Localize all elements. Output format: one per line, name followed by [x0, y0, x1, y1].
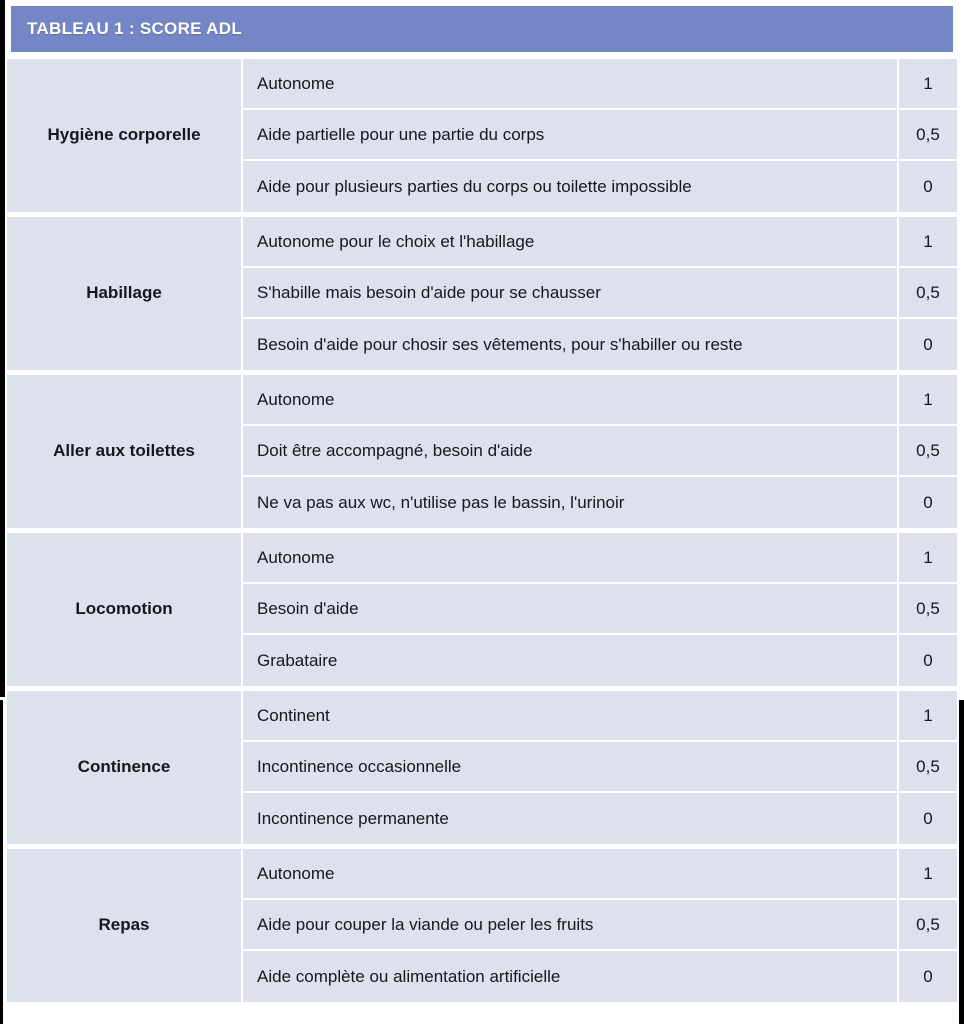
description-cell [243, 691, 899, 740]
score-cell [899, 217, 957, 266]
table-row [243, 793, 957, 844]
score-value: 1 [923, 73, 933, 93]
adl-score-table [7, 59, 957, 1002]
description-cell [243, 59, 899, 108]
score-cell [899, 584, 957, 633]
description-text: Besoin d'aide pour chosir ses vêtements, pour s'habiller ou reste [257, 334, 743, 354]
table-row [243, 951, 957, 1002]
description-cell [243, 477, 899, 528]
description-text: Aide pour couper la viande ou peler les fruits [257, 914, 594, 934]
score-cell [899, 793, 957, 844]
description-cell [243, 375, 899, 424]
description-cell [243, 110, 899, 159]
score-value: 1 [923, 705, 933, 725]
table-row [243, 319, 957, 370]
group-label: Aller aux toilettes [53, 441, 195, 461]
description-cell [243, 635, 899, 686]
description-cell [243, 951, 899, 1002]
table-row [243, 161, 957, 212]
score-value: 0 [923, 966, 933, 986]
table-row [243, 849, 957, 900]
score-cell [899, 268, 957, 317]
table-row [243, 217, 957, 268]
table-row [243, 375, 957, 426]
table-row [243, 635, 957, 686]
score-cell [899, 533, 957, 582]
table-row [243, 268, 957, 319]
scan-edge-right-bottom [959, 700, 964, 1024]
group-label-cell [7, 533, 243, 686]
description-text: Autonome [257, 863, 335, 883]
group-label: Continence [77, 757, 171, 777]
description-text: Doit être accompagné, besoin d'aide [257, 440, 533, 460]
description-text: Autonome [257, 547, 335, 567]
score-cell [899, 161, 957, 212]
score-value: 0,5 [916, 282, 940, 302]
score-cell [899, 319, 957, 370]
description-text: Autonome pour le choix et l'habillage [257, 231, 535, 251]
score-value: 0 [923, 176, 933, 196]
group-rows [243, 59, 957, 212]
score-value: 0,5 [916, 756, 940, 776]
adl-group [7, 691, 957, 844]
description-cell [243, 584, 899, 633]
score-value: 1 [923, 231, 933, 251]
score-cell [899, 426, 957, 475]
description-cell [243, 533, 899, 582]
scan-edge-left-bottom [0, 700, 3, 1024]
group-label-cell [7, 59, 243, 212]
score-value: 1 [923, 389, 933, 409]
description-cell [243, 742, 899, 791]
table-row [243, 59, 957, 110]
score-value: 0,5 [916, 914, 940, 934]
score-cell [899, 849, 957, 898]
description-text: Aide partielle pour une partie du corps [257, 124, 545, 144]
description-text: S'habille mais besoin d'aide pour se chausser [257, 282, 601, 302]
table-row [243, 533, 957, 584]
description-cell [243, 426, 899, 475]
score-cell [899, 477, 957, 528]
score-cell [899, 900, 957, 949]
score-cell [899, 951, 957, 1002]
description-cell [243, 319, 899, 370]
adl-group [7, 59, 957, 212]
group-label-cell [7, 217, 243, 370]
description-text: Besoin d'aide [257, 598, 359, 618]
description-text: Incontinence permanente [257, 808, 449, 828]
description-text: Autonome [257, 389, 335, 409]
group-label-cell [7, 849, 243, 1002]
adl-group [7, 375, 957, 528]
adl-group [7, 533, 957, 686]
group-rows [243, 691, 957, 844]
score-cell [899, 375, 957, 424]
table-row [243, 477, 957, 528]
score-value: 1 [923, 863, 933, 883]
group-label: Repas [98, 915, 150, 935]
table-row [243, 584, 957, 635]
description-text: Grabataire [257, 650, 338, 670]
score-value: 0 [923, 650, 933, 670]
group-rows [243, 849, 957, 1002]
group-rows [243, 217, 957, 370]
score-value: 0,5 [916, 440, 940, 460]
table-title-bar [11, 6, 953, 52]
description-text: Aide complète ou alimentation artificielle [257, 966, 561, 986]
score-cell [899, 635, 957, 686]
score-cell [899, 59, 957, 108]
score-value: 0,5 [916, 124, 940, 144]
group-label: Habillage [86, 283, 162, 303]
table-row [243, 110, 957, 161]
group-label: Locomotion [75, 599, 173, 619]
group-label-cell [7, 691, 243, 844]
adl-group [7, 217, 957, 370]
description-text: Incontinence occasionnelle [257, 756, 462, 776]
score-cell [899, 691, 957, 740]
description-cell [243, 161, 899, 212]
group-label: Hygiène corporelle [47, 125, 201, 145]
table-row [243, 426, 957, 477]
description-cell [243, 849, 899, 898]
description-cell [243, 217, 899, 266]
score-value: 1 [923, 547, 933, 567]
description-text: Autonome [257, 73, 335, 93]
scan-edge-left-top [0, 0, 5, 697]
table-row [243, 691, 957, 742]
group-rows [243, 533, 957, 686]
group-label-cell [7, 375, 243, 528]
score-cell [899, 742, 957, 791]
score-value: 0 [923, 334, 933, 354]
table-title: TABLEAU 1 : SCORE ADL [27, 19, 243, 38]
description-cell [243, 900, 899, 949]
table-row [243, 900, 957, 951]
score-value: 0 [923, 492, 933, 512]
adl-group [7, 849, 957, 1002]
score-cell [899, 110, 957, 159]
description-cell [243, 268, 899, 317]
score-value: 0 [923, 808, 933, 828]
group-rows [243, 375, 957, 528]
description-text: Aide pour plusieurs parties du corps ou toilette impossible [257, 176, 692, 196]
description-text: Continent [257, 705, 330, 725]
score-value: 0,5 [916, 598, 940, 618]
description-text: Ne va pas aux wc, n'utilise pas le bassin, l'urinoir [257, 492, 625, 512]
description-cell [243, 793, 899, 844]
table-row [243, 742, 957, 793]
